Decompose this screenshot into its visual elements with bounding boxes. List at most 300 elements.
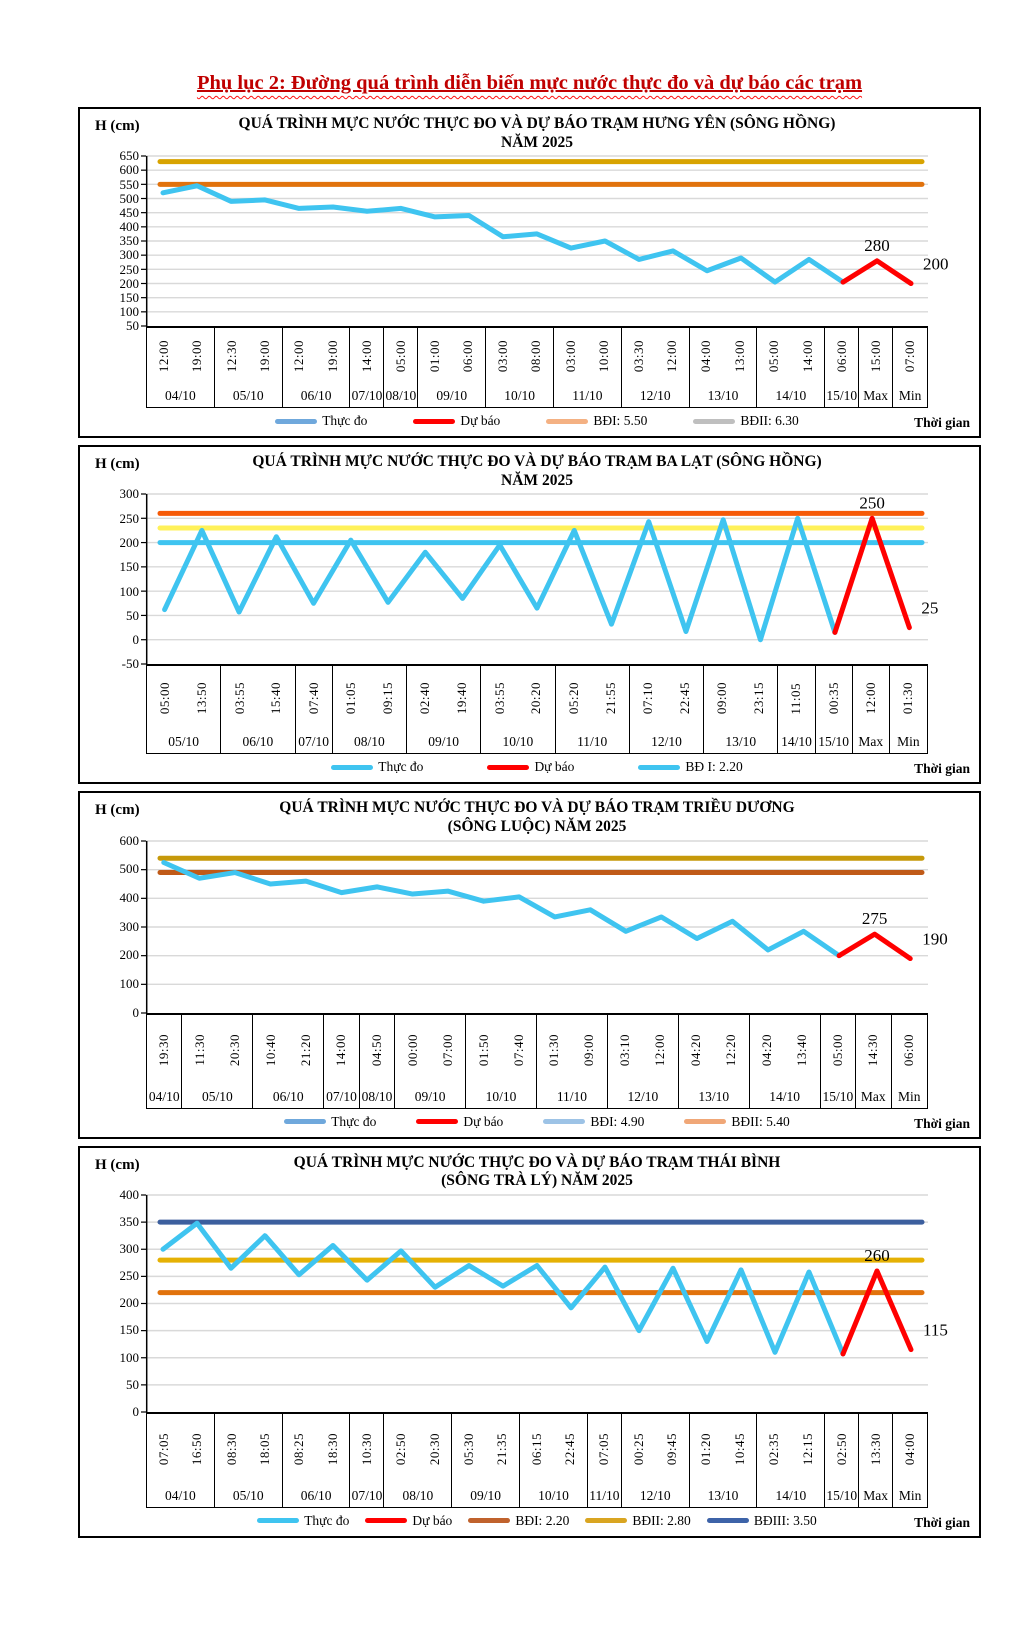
x-time-row <box>360 1015 394 1085</box>
y-axis-title: H (cm) <box>95 456 140 473</box>
x-date-label: 04/10 <box>165 388 196 404</box>
x-date-label: 04/10 <box>165 1487 196 1503</box>
x-time-cell <box>248 1414 281 1484</box>
plot-row <box>80 486 979 672</box>
x-time-cell <box>215 1414 248 1484</box>
x-axis-title: Thời gian <box>914 1514 970 1530</box>
x-axis-day-group <box>679 1015 750 1108</box>
x-time-label: 09:45 <box>663 1432 679 1465</box>
x-time-label: 07:40 <box>510 1033 526 1066</box>
y-tick-label: 400 <box>119 889 139 905</box>
x-time-cell <box>253 1015 288 1085</box>
x-time-cell <box>283 328 316 384</box>
y-tick-label: 250 <box>119 1268 139 1284</box>
legend-marker <box>331 765 373 770</box>
x-axis-day-group <box>350 1414 384 1507</box>
legend-item <box>413 413 500 429</box>
x-time-cell <box>316 328 349 384</box>
y-axis <box>80 832 146 1020</box>
x-time-row <box>825 1414 858 1484</box>
x-time-label: 23:15 <box>751 682 767 715</box>
x-date-label: 06/10 <box>272 1088 304 1104</box>
y-tick-label: 400 <box>119 1186 139 1202</box>
x-time-cell <box>520 328 553 384</box>
x-date-label: 11/10 <box>577 734 608 750</box>
x-axis-day-group <box>757 1414 825 1507</box>
legend-marker <box>468 1518 510 1523</box>
legend-item <box>693 413 799 429</box>
plot-row <box>80 1186 979 1419</box>
x-date-label: 05/10 <box>232 388 264 404</box>
x-date-label: Min <box>898 388 922 404</box>
x-time-cell <box>859 328 892 384</box>
x-time-label: 22:45 <box>562 1432 578 1465</box>
plot-area <box>146 493 939 664</box>
min-value-label: 190 <box>922 929 948 949</box>
x-date-label: 10/10 <box>485 1088 517 1104</box>
x-time-cell <box>444 666 481 730</box>
legend-marker <box>284 1119 326 1124</box>
y-tick-label: 250 <box>119 261 139 277</box>
x-date-label: 13/10 <box>707 388 739 404</box>
y-tick-label: 500 <box>119 190 139 206</box>
x-time-row <box>690 1414 757 1484</box>
x-date-label: 09/10 <box>470 1487 502 1503</box>
x-axis-day-group <box>253 1015 324 1108</box>
x-time-label: 12:15 <box>799 1432 815 1465</box>
x-time-cell <box>288 1015 323 1085</box>
plot-row <box>80 832 979 1020</box>
x-date-label: 08/10 <box>353 734 385 750</box>
legend-item <box>487 759 574 775</box>
x-date-label: 08/10 <box>402 1487 434 1503</box>
x-date-label: 12/10 <box>639 1487 671 1503</box>
legend-label: Thực đo <box>378 759 424 775</box>
x-time-label: 00:00 <box>404 1033 420 1066</box>
x-time-cell <box>518 666 555 730</box>
x-date-label: 12/10 <box>639 388 671 404</box>
x-time-label: 19:00 <box>324 340 340 373</box>
x-axis-day-group <box>630 666 704 753</box>
x-date-label: Max <box>863 1487 889 1503</box>
x-date-label: 12/10 <box>627 1088 659 1104</box>
x-date-label: Min <box>897 1088 921 1104</box>
legend-label: BĐII: 5.40 <box>731 1113 790 1129</box>
x-time-cell <box>384 328 417 384</box>
x-time-cell <box>893 1414 927 1484</box>
x-time-cell <box>296 666 332 730</box>
x-time-label: 06:00 <box>460 340 476 373</box>
x-time-cell <box>418 328 451 384</box>
y-tick-label: 150 <box>119 1322 139 1338</box>
x-date-label: 06/10 <box>242 734 274 750</box>
x-time-cell <box>184 666 221 730</box>
y-axis-title: H (cm) <box>95 118 140 134</box>
x-time-cell <box>486 1414 519 1484</box>
x-axis-day-group <box>360 1015 395 1108</box>
x-time-row <box>395 1015 465 1085</box>
y-tick-label: 50 <box>126 607 139 623</box>
max-value-label: 260 <box>864 1245 890 1265</box>
x-time-cell <box>791 1414 824 1484</box>
x-time-cell <box>350 1414 383 1484</box>
y-tick-label: 200 <box>119 947 139 963</box>
legend-label: Dự báo <box>460 413 501 429</box>
x-axis-day-group <box>182 1015 253 1108</box>
y-tick-label: 150 <box>119 289 139 305</box>
y-tick-label: 300 <box>119 486 139 502</box>
x-time-label: 04:00 <box>902 1432 918 1465</box>
x-time-label: 05:20 <box>565 682 581 715</box>
x-axis-day-group <box>283 328 351 407</box>
x-time-cell <box>723 1414 756 1484</box>
y-tick-label: 200 <box>119 275 139 291</box>
x-axis-day-group <box>778 666 815 753</box>
y-axis-title: H (cm) <box>95 1156 140 1173</box>
x-axis-day-group <box>481 666 555 753</box>
x-time-cell <box>333 666 370 730</box>
y-tick-label: 350 <box>119 233 139 249</box>
max-value-label: 275 <box>861 908 888 928</box>
x-time-cell <box>553 1414 586 1484</box>
y-tick-label: 250 <box>119 510 139 526</box>
measured-line <box>165 519 835 640</box>
x-time-row <box>690 328 757 384</box>
x-time-label: 01:05 <box>343 682 359 715</box>
x-axis <box>146 1412 928 1508</box>
x-time-label: 02:40 <box>417 682 433 715</box>
x-time-label: 04:00 <box>698 340 714 373</box>
x-time-label: 08:00 <box>528 340 544 373</box>
x-time-row <box>893 1414 927 1484</box>
x-time-row <box>384 1414 451 1484</box>
x-time-cell <box>248 328 281 384</box>
x-time-label: 13:30 <box>867 1432 883 1465</box>
legend <box>146 1111 928 1133</box>
measured-line <box>163 186 843 282</box>
x-axis-day-group <box>690 328 758 407</box>
x-time-row <box>221 666 294 730</box>
x-time-label: 07:00 <box>902 340 918 373</box>
x-time-label: 10:40 <box>262 1033 278 1066</box>
x-time-label: 07:05 <box>596 1432 612 1465</box>
x-axis-day-group <box>384 1414 452 1507</box>
legend-marker <box>257 1518 299 1523</box>
legend <box>146 410 928 432</box>
y-axis <box>80 148 146 334</box>
x-time-row <box>816 666 852 730</box>
legend-marker <box>585 1518 627 1523</box>
x-axis-day-group <box>816 666 853 753</box>
x-date-label: 04/10 <box>148 1088 180 1104</box>
plot-area <box>146 1195 948 1412</box>
y-tick-label: 300 <box>119 918 139 934</box>
x-time-row <box>147 328 214 384</box>
x-time-cell <box>481 666 518 730</box>
x-time-row <box>821 1015 855 1085</box>
x-axis-day-group <box>622 1414 690 1507</box>
x-time-cell <box>180 328 213 384</box>
x-time-row <box>384 328 417 384</box>
x-time-label: 03:00 <box>494 340 510 373</box>
legend-marker <box>693 419 735 424</box>
x-time-label: 12:00 <box>155 340 171 373</box>
x-time-label: 04:50 <box>368 1033 384 1066</box>
x-time-cell <box>890 666 927 730</box>
x-time-label: 12:00 <box>862 682 878 715</box>
x-time-label: 03:30 <box>630 340 646 373</box>
y-tick-label: 650 <box>119 148 139 164</box>
x-time-label: 07:10 <box>640 682 656 715</box>
plot-row <box>80 148 979 334</box>
y-tick-label: 350 <box>119 1213 139 1229</box>
forecast-line <box>843 261 911 284</box>
x-time-cell <box>395 1015 430 1085</box>
chart-title-line2: (SÔNG TRÀ LÝ) NĂM 2025 <box>441 1172 633 1190</box>
x-time-row <box>778 666 814 730</box>
legend-label: Thực đo <box>322 413 368 429</box>
legend-label: BĐII: 2.80 <box>632 1512 691 1528</box>
x-axis-day-group <box>704 666 778 753</box>
legend-marker <box>546 419 588 424</box>
x-date-label: 15/10 <box>826 1487 858 1503</box>
chart-body <box>80 1186 979 1532</box>
x-time-label: 21:55 <box>602 682 618 715</box>
y-tick-label: 600 <box>119 162 139 178</box>
chart-trieu-duong <box>78 791 981 1138</box>
x-time-row <box>890 666 927 730</box>
x-date-label: 07/10 <box>351 1487 383 1503</box>
x-time-cell <box>486 328 519 384</box>
min-value-label: 25 <box>921 598 939 618</box>
x-time-cell <box>520 1414 553 1484</box>
y-tick-label: -50 <box>121 656 139 672</box>
x-time-cell <box>825 328 858 384</box>
x-axis-day-group <box>452 1414 520 1507</box>
legend-marker <box>487 765 529 770</box>
x-time-cell <box>430 1015 465 1085</box>
x-time-label: 03:00 <box>562 340 578 373</box>
y-tick-label: 100 <box>119 1349 139 1365</box>
x-time-label: 19:00 <box>189 340 205 373</box>
x-date-label: 07/10 <box>326 1088 357 1104</box>
x-date-label: 08/10 <box>361 1088 393 1104</box>
y-tick-label: 300 <box>119 247 139 263</box>
x-time-row <box>893 328 927 384</box>
chart-title-line2: NĂM 2025 <box>501 133 573 151</box>
x-axis-title: Thời gian <box>914 1115 970 1131</box>
y-tick-label: 500 <box>119 861 139 877</box>
y-tick-label: 100 <box>119 583 139 599</box>
legend-item <box>331 759 423 775</box>
x-time-cell <box>821 1015 855 1085</box>
x-time-cell <box>182 1015 217 1085</box>
legend-label: Dự báo <box>534 759 575 775</box>
y-axis <box>80 486 146 672</box>
x-time-cell <box>587 328 620 384</box>
x-time-label: 14:00 <box>799 340 815 373</box>
x-time-row <box>296 666 332 730</box>
x-time-label: 07:05 <box>155 1432 171 1465</box>
x-time-cell <box>217 1015 252 1085</box>
x-date-label: 05/10 <box>202 1088 233 1104</box>
x-date-label: 07/10 <box>351 388 383 404</box>
x-time-cell <box>466 1015 501 1085</box>
x-axis-day-group <box>147 328 215 407</box>
legend-item <box>585 1513 691 1529</box>
x-time-label: 18:30 <box>324 1432 340 1465</box>
x-date-label: 12/10 <box>651 734 682 750</box>
measured-line <box>163 1223 843 1354</box>
x-time-row <box>892 1015 927 1085</box>
x-time-cell <box>384 1414 417 1484</box>
x-axis-day-group <box>890 666 927 753</box>
x-time-cell <box>537 1015 572 1085</box>
x-time-row <box>283 328 350 384</box>
x-axis-day-group <box>466 1015 537 1108</box>
x-time-cell <box>741 666 778 730</box>
x-time-label: 03:55 <box>231 682 247 715</box>
x-time-cell <box>704 666 741 730</box>
chart-title <box>146 115 928 152</box>
y-tick-label: 400 <box>119 219 139 235</box>
x-time-label: 07:40 <box>305 682 321 715</box>
legend-item <box>284 1114 376 1130</box>
x-time-label: 02:50 <box>833 1432 849 1465</box>
chart-title <box>146 1154 928 1191</box>
x-time-label: 12:30 <box>223 340 239 373</box>
x-axis-day-group <box>283 1414 351 1507</box>
x-axis-day-group <box>821 1015 856 1108</box>
x-time-row <box>418 328 485 384</box>
x-time-label: 03:10 <box>617 1033 633 1066</box>
legend-item <box>707 1513 817 1529</box>
legend-marker <box>413 419 455 424</box>
legend-marker <box>416 1119 458 1124</box>
legend-marker <box>543 1119 585 1124</box>
x-time-label: 01:00 <box>427 340 443 373</box>
x-time-cell <box>147 1414 180 1484</box>
x-axis-day-group <box>407 666 481 753</box>
x-axis-day-group <box>486 328 554 407</box>
document-page <box>0 72 1030 1538</box>
legend-label: BĐII: 6.30 <box>740 413 799 429</box>
x-axis-day-group <box>825 1414 859 1507</box>
x-time-label: 08:25 <box>291 1432 307 1465</box>
x-time-label: 13:50 <box>193 682 209 715</box>
page-title <box>78 72 981 95</box>
legend-item <box>684 1114 790 1130</box>
x-time-cell <box>147 666 184 730</box>
x-time-label: 13:00 <box>731 340 747 373</box>
x-date-label: 14/10 <box>775 1487 807 1503</box>
x-time-row <box>622 1414 689 1484</box>
x-time-cell <box>666 666 703 730</box>
legend-label: Thực đo <box>331 1113 377 1129</box>
x-date-label: 15/10 <box>818 734 849 750</box>
x-time-row <box>859 328 892 384</box>
x-time-cell <box>350 328 383 384</box>
y-tick-label: 300 <box>119 1241 139 1256</box>
x-time-cell <box>679 1015 714 1085</box>
x-time-row <box>537 1015 607 1085</box>
x-date-label: Max <box>863 388 889 404</box>
x-axis-day-group <box>384 328 418 407</box>
x-time-label: 01:30 <box>546 1033 562 1066</box>
x-time-label: 04:20 <box>759 1033 775 1066</box>
x-time-row <box>757 1414 824 1484</box>
legend-label: Dự báo <box>412 1512 453 1528</box>
x-time-label: 05:00 <box>157 682 173 715</box>
x-time-label: 09:00 <box>581 1033 597 1066</box>
x-time-label: 06:00 <box>833 340 849 373</box>
legend-item <box>546 413 647 429</box>
x-time-row <box>452 1414 519 1484</box>
x-time-row <box>825 328 858 384</box>
x-time-label: 13:40 <box>794 1033 810 1066</box>
x-time-row <box>757 328 824 384</box>
x-date-label: 08/10 <box>385 388 417 404</box>
x-time-cell <box>859 1414 892 1484</box>
x-time-label: 09:15 <box>379 682 395 715</box>
x-time-row <box>486 328 553 384</box>
x-axis <box>146 1013 928 1109</box>
x-axis-day-group <box>418 328 486 407</box>
x-time-row <box>556 666 629 730</box>
legend-marker <box>275 419 317 424</box>
x-time-label: 21:20 <box>297 1033 313 1066</box>
x-time-label: 12:00 <box>291 340 307 373</box>
x-axis-day-group <box>893 1414 927 1507</box>
x-time-cell <box>785 1015 820 1085</box>
x-axis-day-group <box>215 1414 283 1507</box>
x-time-row <box>859 1414 892 1484</box>
x-time-label: 19:40 <box>453 682 469 715</box>
x-axis-day-group <box>853 666 890 753</box>
x-axis-day-group <box>622 328 690 407</box>
x-date-label: 10/10 <box>538 1487 569 1503</box>
x-date-label: Max <box>860 1088 886 1104</box>
legend-label: BĐ I: 2.20 <box>685 759 743 775</box>
x-time-cell <box>655 1414 688 1484</box>
x-axis-day-group <box>856 1015 891 1108</box>
x-time-cell <box>723 328 756 384</box>
x-date-label: 07/10 <box>298 734 330 750</box>
x-time-label: 00:35 <box>825 682 841 715</box>
x-time-row <box>253 1015 323 1085</box>
max-value-label: 280 <box>864 236 890 256</box>
x-time-row <box>407 666 480 730</box>
x-axis-day-group <box>147 1015 182 1108</box>
x-time-cell <box>452 328 485 384</box>
x-time-cell <box>825 1414 858 1484</box>
x-time-cell <box>407 666 444 730</box>
chart-title <box>146 453 928 490</box>
y-axis-title: H (cm) <box>95 802 140 819</box>
x-time-label: 22:45 <box>676 682 692 715</box>
x-date-label: 05/10 <box>168 734 200 750</box>
page-title-text: Phụ lục 2: Đường quá trình diễn biến mực nước thực đo và dự báo các trạm <box>196 72 863 94</box>
plot-area <box>146 841 948 1013</box>
y-tick-label: 100 <box>119 975 139 991</box>
x-axis-day-group <box>350 328 384 407</box>
x-time-row <box>350 328 383 384</box>
x-axis-day-group <box>859 1414 893 1507</box>
legend-marker <box>707 1518 749 1523</box>
x-axis-title: Thời gian <box>914 761 970 777</box>
x-date-label: 09/10 <box>414 1088 446 1104</box>
x-date-label: 13/10 <box>707 1487 739 1503</box>
